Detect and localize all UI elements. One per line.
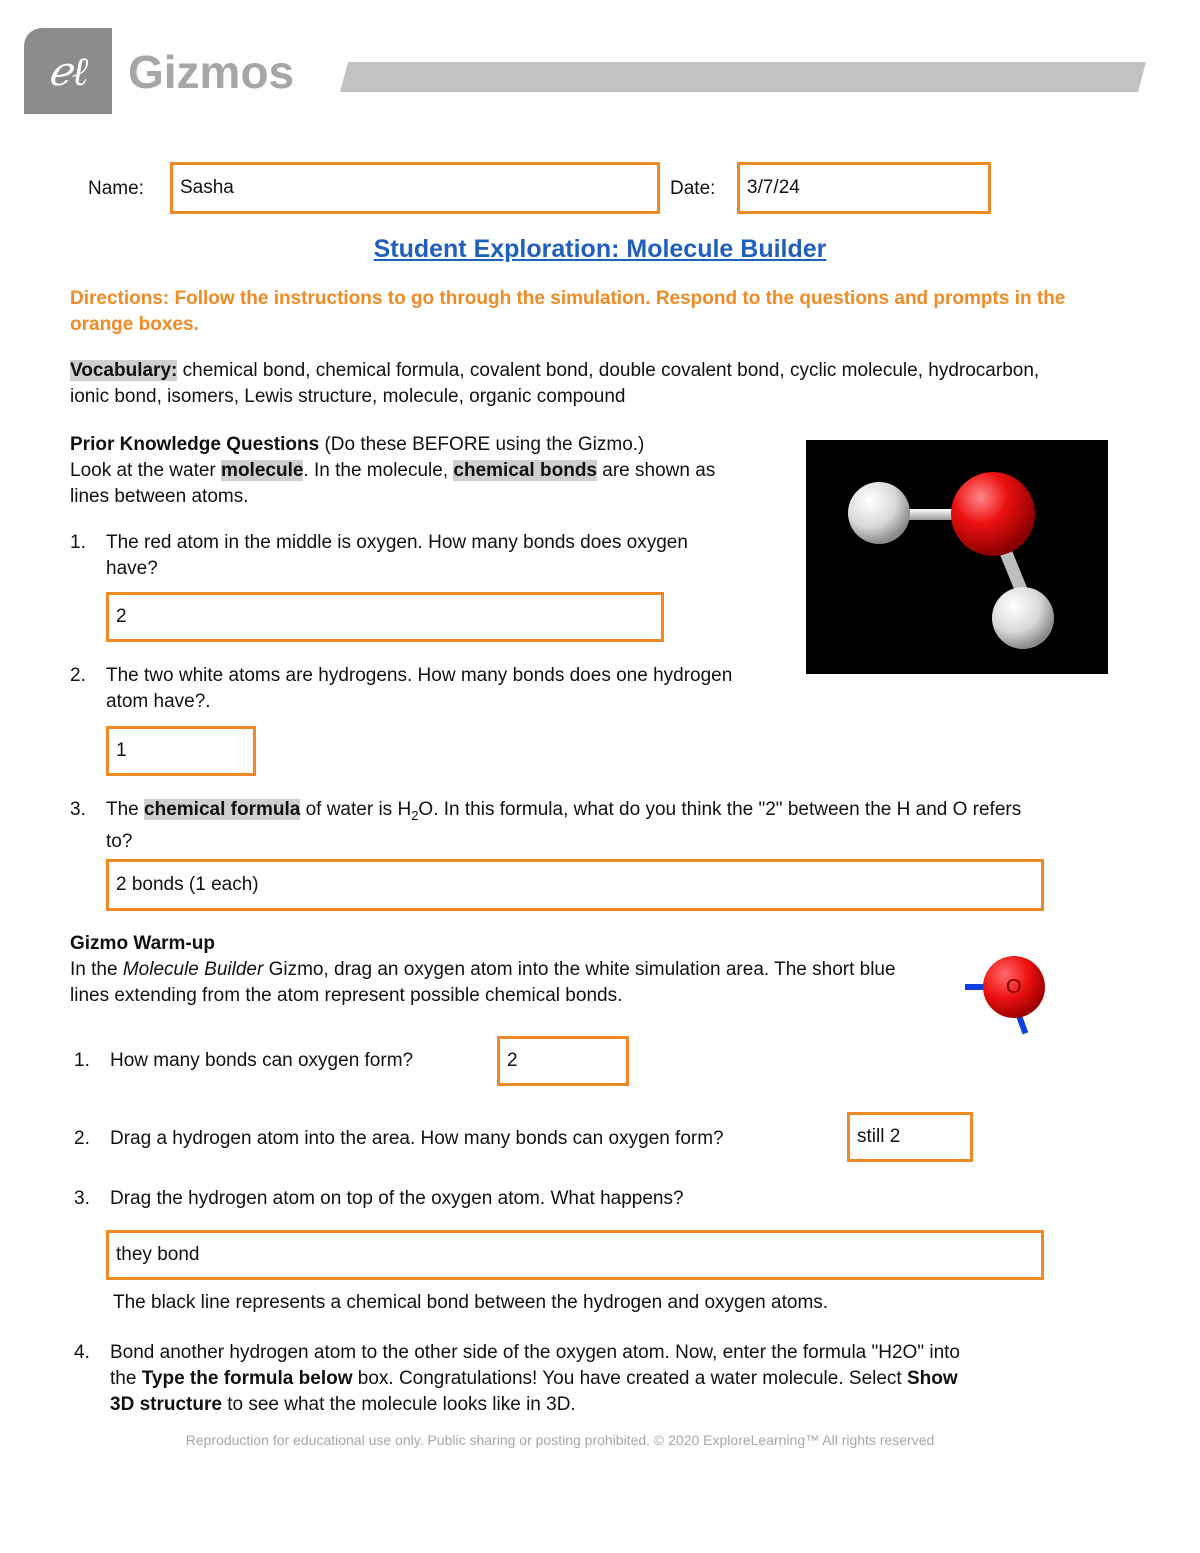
date-value: 3/7/24 [747,177,800,198]
warmup-intro [70,931,930,1009]
footer-copyright: Reproduction for educational use only. Public sharing or posting prohibited. © 2020 ExploreLearning™ All rights reserved [185,1432,935,1448]
ui-label-type-formula: Type the formula below [141,1368,353,1389]
prior-question-1 [70,530,730,582]
question-text [106,797,1050,855]
oxygen-atom-image [962,952,1052,1038]
prior-knowledge-intro [70,432,750,510]
vocab-term-molecule: molecule [221,460,304,481]
prior-heading-note: (Do these BEFORE using the Gizmo.) [324,434,645,455]
answer-text: 1 [116,740,127,761]
question-text-part: to see what the molecule looks like in 3D. [221,1394,576,1415]
answer-text: 2 [116,606,127,627]
question-number: 2. [70,665,86,686]
logo-text: Gizmos [128,46,295,98]
answer-text: they bond [116,1244,200,1265]
answer-text: 2 bonds (1 each) [116,874,259,895]
vocab-term-chemical-bonds: chemical bonds [453,460,597,481]
question-text: The two white atoms are hydrogens. How many bonds does one hydrogen atom have?. [106,665,733,712]
question-text: Drag the hydrogen atom on top of the oxygen atom. What happens? [110,1188,684,1209]
header-bar [340,62,1146,92]
gizmo-name: Molecule Builder [122,959,264,980]
warmup-question-3 [74,1186,974,1212]
header [0,0,1200,130]
warmup-question-4 [74,1340,974,1418]
oxygen-atom-label: O [1006,976,1022,998]
water-molecule-illustration [806,440,1108,674]
answer-box-prior-1[interactable] [106,592,664,642]
question-number: 1. [74,1050,90,1071]
question-text-part: of water is H [300,799,412,820]
bond-note: The black line represents a chemical bond between the hydrogen and oxygen atoms. [113,1292,829,1313]
vocab-term-chemical-formula: chemical formula [144,799,301,820]
prior-question-3 [70,797,1050,855]
question-text: Drag a hydrogen atom into the area. How many bonds can oxygen form? [110,1128,724,1149]
date-label: Date: [670,178,716,199]
answer-box-prior-3[interactable] [106,859,1044,911]
question-text-part: Bond another hydrogen atom to the other side of the oxygen atom. Now, enter the formula "H2O" into the [110,1342,960,1389]
question-number: 3. [70,799,86,820]
warmup-intro-text: Gizmo, drag an oxygen atom into the white simulation area. The short blue lines extending from the atom represent possible chemical bonds. [70,959,896,1006]
logo-icon [24,28,112,114]
answer-box-prior-2[interactable] [106,726,256,776]
subscript: 2 [411,807,419,823]
name-label: Name: [88,178,144,199]
answer-box-warmup-1[interactable] [497,1036,629,1086]
answer-text: still 2 [857,1126,901,1147]
prior-heading: Prior Knowledge Questions [70,434,320,455]
question-text [110,1340,974,1418]
warmup-intro-text: In the [70,959,123,980]
question-text: How many bonds can oxygen form? [110,1050,414,1071]
page-title: Student Exploration: Molecule Builder [373,235,827,263]
answer-box-warmup-3[interactable] [106,1230,1044,1280]
ui-label-show-3d: Show 3D structure [110,1368,958,1415]
prior-question-2 [70,663,750,715]
directions: Directions: Follow the instructions to go through the simulation. Respond to the questions and prompts in the orange boxes. [70,288,1066,335]
warmup-question-2 [74,1126,834,1152]
answer-box-warmup-2[interactable] [847,1112,973,1162]
prior-intro-text: are shown as lines between atoms. [70,460,716,507]
question-text-part: O. In this formula, what do you think the "2" between the H and O refers to? [106,799,1022,852]
water-molecule-image [806,440,1108,674]
answer-text: 2 [507,1050,518,1071]
warmup-question-1 [74,1048,494,1074]
vocabulary-label: Vocabulary: [70,360,178,381]
question-text: The red atom in the middle is oxygen. How many bonds does oxygen have? [106,532,688,579]
question-number: 2. [74,1128,90,1149]
name-field[interactable] [170,162,660,214]
prior-intro-text: Look at the water [70,460,222,481]
question-text-part: The [106,799,145,820]
warmup-heading: Gizmo Warm-up [70,933,215,954]
prior-intro-text: . In the molecule, [303,460,454,481]
date-field[interactable] [737,162,991,214]
name-value: Sasha [180,177,234,198]
question-number: 3. [74,1188,90,1209]
vocabulary [70,358,1080,410]
vocabulary-terms: chemical bond, chemical formula, covalent bond, double covalent bond, cyclic molecule, hydrocarbon, ionic bond, isomers, Lewis structure, molecule, organic compound [70,360,1040,407]
logo-mark: ℯℓ [47,48,89,95]
question-text-part: box. Congratulations! You have created a water molecule. Select [352,1368,907,1389]
question-number: 4. [74,1342,90,1363]
question-number: 1. [70,532,86,553]
